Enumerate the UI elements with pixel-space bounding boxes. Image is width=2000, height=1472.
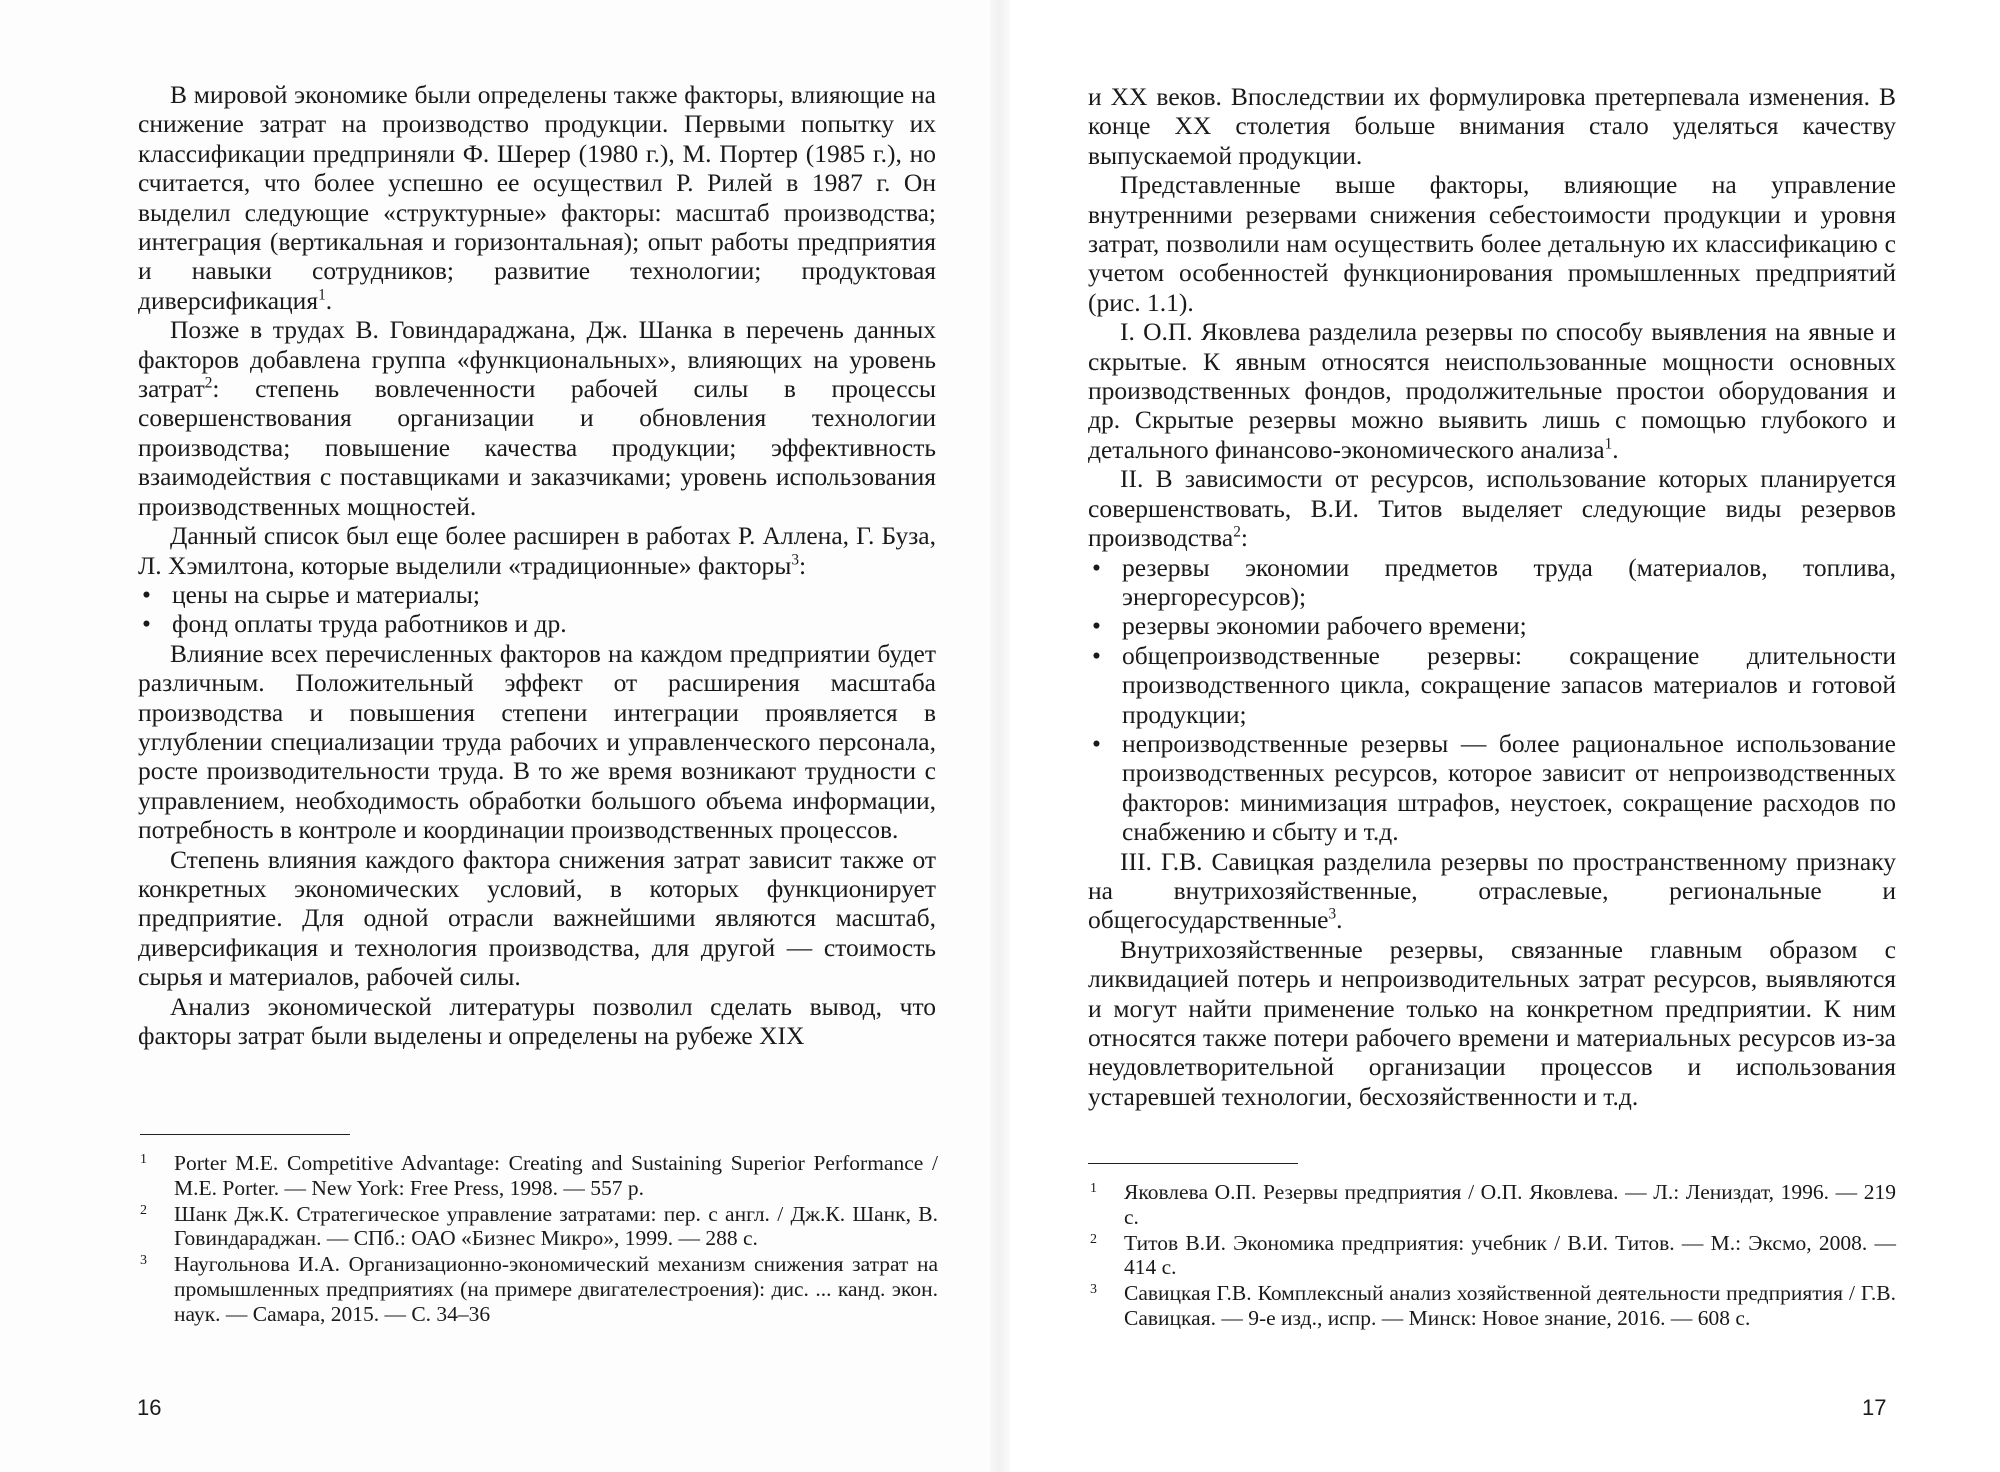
text-run: Представленные выше факторы, влияющие на управление внутренними резервами снижения себестоимости продукции и уровня затрат, позволили нам осуществить более детальную их классификацию с учетом особенностей функционирования промышленных предприятий (рис. 1.1). (1088, 170, 1896, 317)
footnote-text: Шанк Дж.К. Стратегическое управление затратами: пер. с англ. / Дж.К. Шанк, В. Говиндараджан. — СПб.: ОАО «Бизнес Микро», 1999. — 288 с. (174, 1201, 938, 1251)
footnote (138, 1252, 938, 1326)
footnote-rule (140, 1134, 350, 1135)
book-gutter (990, 0, 1010, 1472)
text-run: : (1240, 523, 1248, 553)
footnotes (138, 1151, 938, 1328)
paragraph (138, 845, 936, 992)
list-item: • общепроизводственные резервы: сокращение длительности производственного цикла, сокращение запасов материалов и готовой продукции; (1088, 641, 1896, 729)
footnote-number: 2 (140, 1202, 147, 1218)
paragraph (138, 992, 936, 1051)
paragraph (1088, 935, 1896, 1111)
list-item: • фонд оплаты труда работников и др. (138, 609, 936, 638)
footnote (1088, 1281, 1896, 1331)
footnote-number: 3 (1090, 1282, 1097, 1298)
footnote-number: 1 (140, 1152, 147, 1167)
bullet-list (1088, 553, 1896, 847)
footnote-rule (1088, 1163, 1298, 1164)
list-item: • резервы экономии предметов труда (материалов, топлива, энергоресурсов); (1088, 553, 1896, 612)
paragraph (1088, 847, 1896, 935)
text-run: : степень вовлеченности рабочей силы в процессы совершенствования организации и обновления технологии производства; повышение качества продукции; эффективность взаимодействия с поставщиками и заказчиками; уровень использования производственных мощностей. (138, 374, 936, 521)
text-run: Степень влияния каждого фактора снижения затрат зависит также от конкретных экономических условий, в которых функционирует предприятие. Для одной отрасли важнейшими являются масштаб, диверсификация и технология производства, для другой — стоимость сырья и материалов, рабочей силы. (138, 844, 936, 992)
text-run: . (1336, 905, 1343, 935)
body-text (138, 80, 936, 1050)
text-run: . (1612, 434, 1619, 464)
text-run: Данный список был еще более расширен в работах Р. Аллена, Г. Буза, Л. Хэмилтона, которые выделили «традиционные» факторы (138, 521, 936, 580)
text-run: Внутрихозяйственные резервы, связанные главным образом с ликвидацией потерь и непроизводительных затрат ресурсов, выявляются и могут найти применение только на конкретном предприятии. К ним относятся также потери рабочего времени и материальных ресурсов из-за неудовлетворительной организации процессов и использования устаревшей технологии, бесхозяйственности и т.д. (1088, 934, 1896, 1111)
paragraph (1088, 82, 1896, 170)
paragraph (1088, 317, 1896, 464)
footnote (138, 1202, 938, 1252)
text-run: Позже в трудах В. Говиндараджана, Дж. Шанка в перечень данных факторов добавлена группа «функциональных», влияющих на уровень затрат (138, 315, 936, 404)
footnote-ref: 2 (1233, 523, 1241, 541)
footnote-text: Porter M.E. Competitive Advantage: Creating and Sustaining Superior Performance / M.E. Porter. — New York: Free Press, 1998. — 557 p. (174, 1151, 938, 1200)
text-run: Анализ экономической литературы позволил сделать вывод, что факторы затрат были выделены и определены на рубеже XIX (138, 991, 936, 1050)
text-run: II. В зависимости от ресурсов, использование которых планируется совершенствовать, В.И. Титов выделяет следующие виды резервов производства (1088, 464, 1896, 553)
footnote-ref: 2 (204, 374, 213, 392)
paragraph (138, 521, 936, 580)
body-text (1088, 82, 1896, 1111)
footnote-text: Наугольнова И.А. Организационно-экономический механизм снижения затрат на промышленных предприятиях (на примере двигателестроения): дис. ... канд. экон. наук. — Самара, 2015. — С. 34–36 (174, 1252, 938, 1326)
paragraph (1088, 464, 1896, 552)
footnote-ref: 1 (1604, 435, 1613, 453)
list-item: • непроизводственные резервы — более рациональное использование производственных ресурсов, которое зависит от непроизводственных факторов: минимизация штрафов, неустоек, сокращение расходов по снабжению и сбыту и т.д. (1088, 729, 1896, 847)
list-item: • цены на сырье и материалы; (138, 580, 936, 609)
paragraph (1088, 170, 1896, 317)
page-number: 16 (137, 1395, 162, 1420)
paragraph (138, 315, 936, 521)
footnote (1088, 1180, 1896, 1230)
footnote-number: 3 (140, 1253, 147, 1269)
list-item: • резервы экономии рабочего времени; (1088, 611, 1896, 640)
text-run: Влияние всех перечисленных факторов на каждом предприятии будет различным. Положительный эффект от расширения масштаба производства и повышения степени интеграции проявляется в углублении специализации труда рабочих и управленческого персонала, росте производительности труда. В то же время возникают трудности с управлением, необходимость обработки большого объема информации, потребность в контроле и координации производственных процессов. (138, 638, 936, 845)
bullet-list (138, 580, 936, 639)
footnote-ref: 1 (318, 286, 326, 304)
paragraph (138, 80, 936, 315)
footnote-number: 2 (1090, 1231, 1097, 1247)
right-page (1000, 0, 2000, 1472)
text-run: : (798, 550, 807, 580)
footnote (1088, 1231, 1896, 1281)
text-run: и XX веков. Впоследствии их формулировка претерпевала изменения. В конце XX столетия больше внимания стало уделяться качеству выпускаемой продукции. (1088, 82, 1896, 170)
paragraph (138, 639, 936, 845)
footnote-ref: 3 (1328, 905, 1337, 923)
page-number: 17 (1862, 1395, 1887, 1420)
footnote-text: Титов В.И. Экономика предприятия: учебник / В.И. Титов. — М.: Эксмо, 2008. — 414 с. (1124, 1230, 1896, 1280)
footnote-ref: 3 (791, 551, 799, 568)
footnotes (1088, 1180, 1896, 1332)
footnote-text: Яковлева О.П. Резервы предприятия / О.П. Яковлева. — Л.: Лениздат, 1996. — 219 с. (1124, 1180, 1896, 1229)
text-run: I. О.П. Яковлева разделила резервы по способу выявления на явные и скрытые. К явным относятся неиспользованные мощности основных производственных фондов, продолжительные простои оборудования и др. Скрытые резервы можно выявить лишь с помощью глубокого и детального финансово-экономического анализа (1088, 317, 1896, 464)
text-run: В мировой экономике были определены также факторы, влияющие на снижение затрат на производство продукции. Первыми попытку их классификации предприняли Ф. Шерер (1980 г.), М. Портер (1985 г.), но считается, что более успешно ее осуществил Р. Рилей в 1987 г. Он выделил следующие «структурные» факторы: масштаб производства; интеграция (вертикальная и горизонтальная); опыт работы предприятия и навыки сотрудников; развитие технологии; продуктовая диверсификация (138, 80, 936, 315)
footnote-text: Савицкая Г.В. Комплексный анализ хозяйственной деятельности предприятия / Г.В. Савицкая. — 9-е изд., испр. — Минск: Новое знание, 2016. — 608 с. (1124, 1281, 1896, 1330)
text-run: III. Г.В. Савицкая разделила резервы по пространственному признаку на внутрихозяйственные, отраслевые, региональные и общегосударственные (1088, 846, 1896, 935)
footnote (138, 1151, 938, 1201)
text-run: . (325, 285, 333, 315)
footnote-number: 1 (1090, 1181, 1097, 1196)
